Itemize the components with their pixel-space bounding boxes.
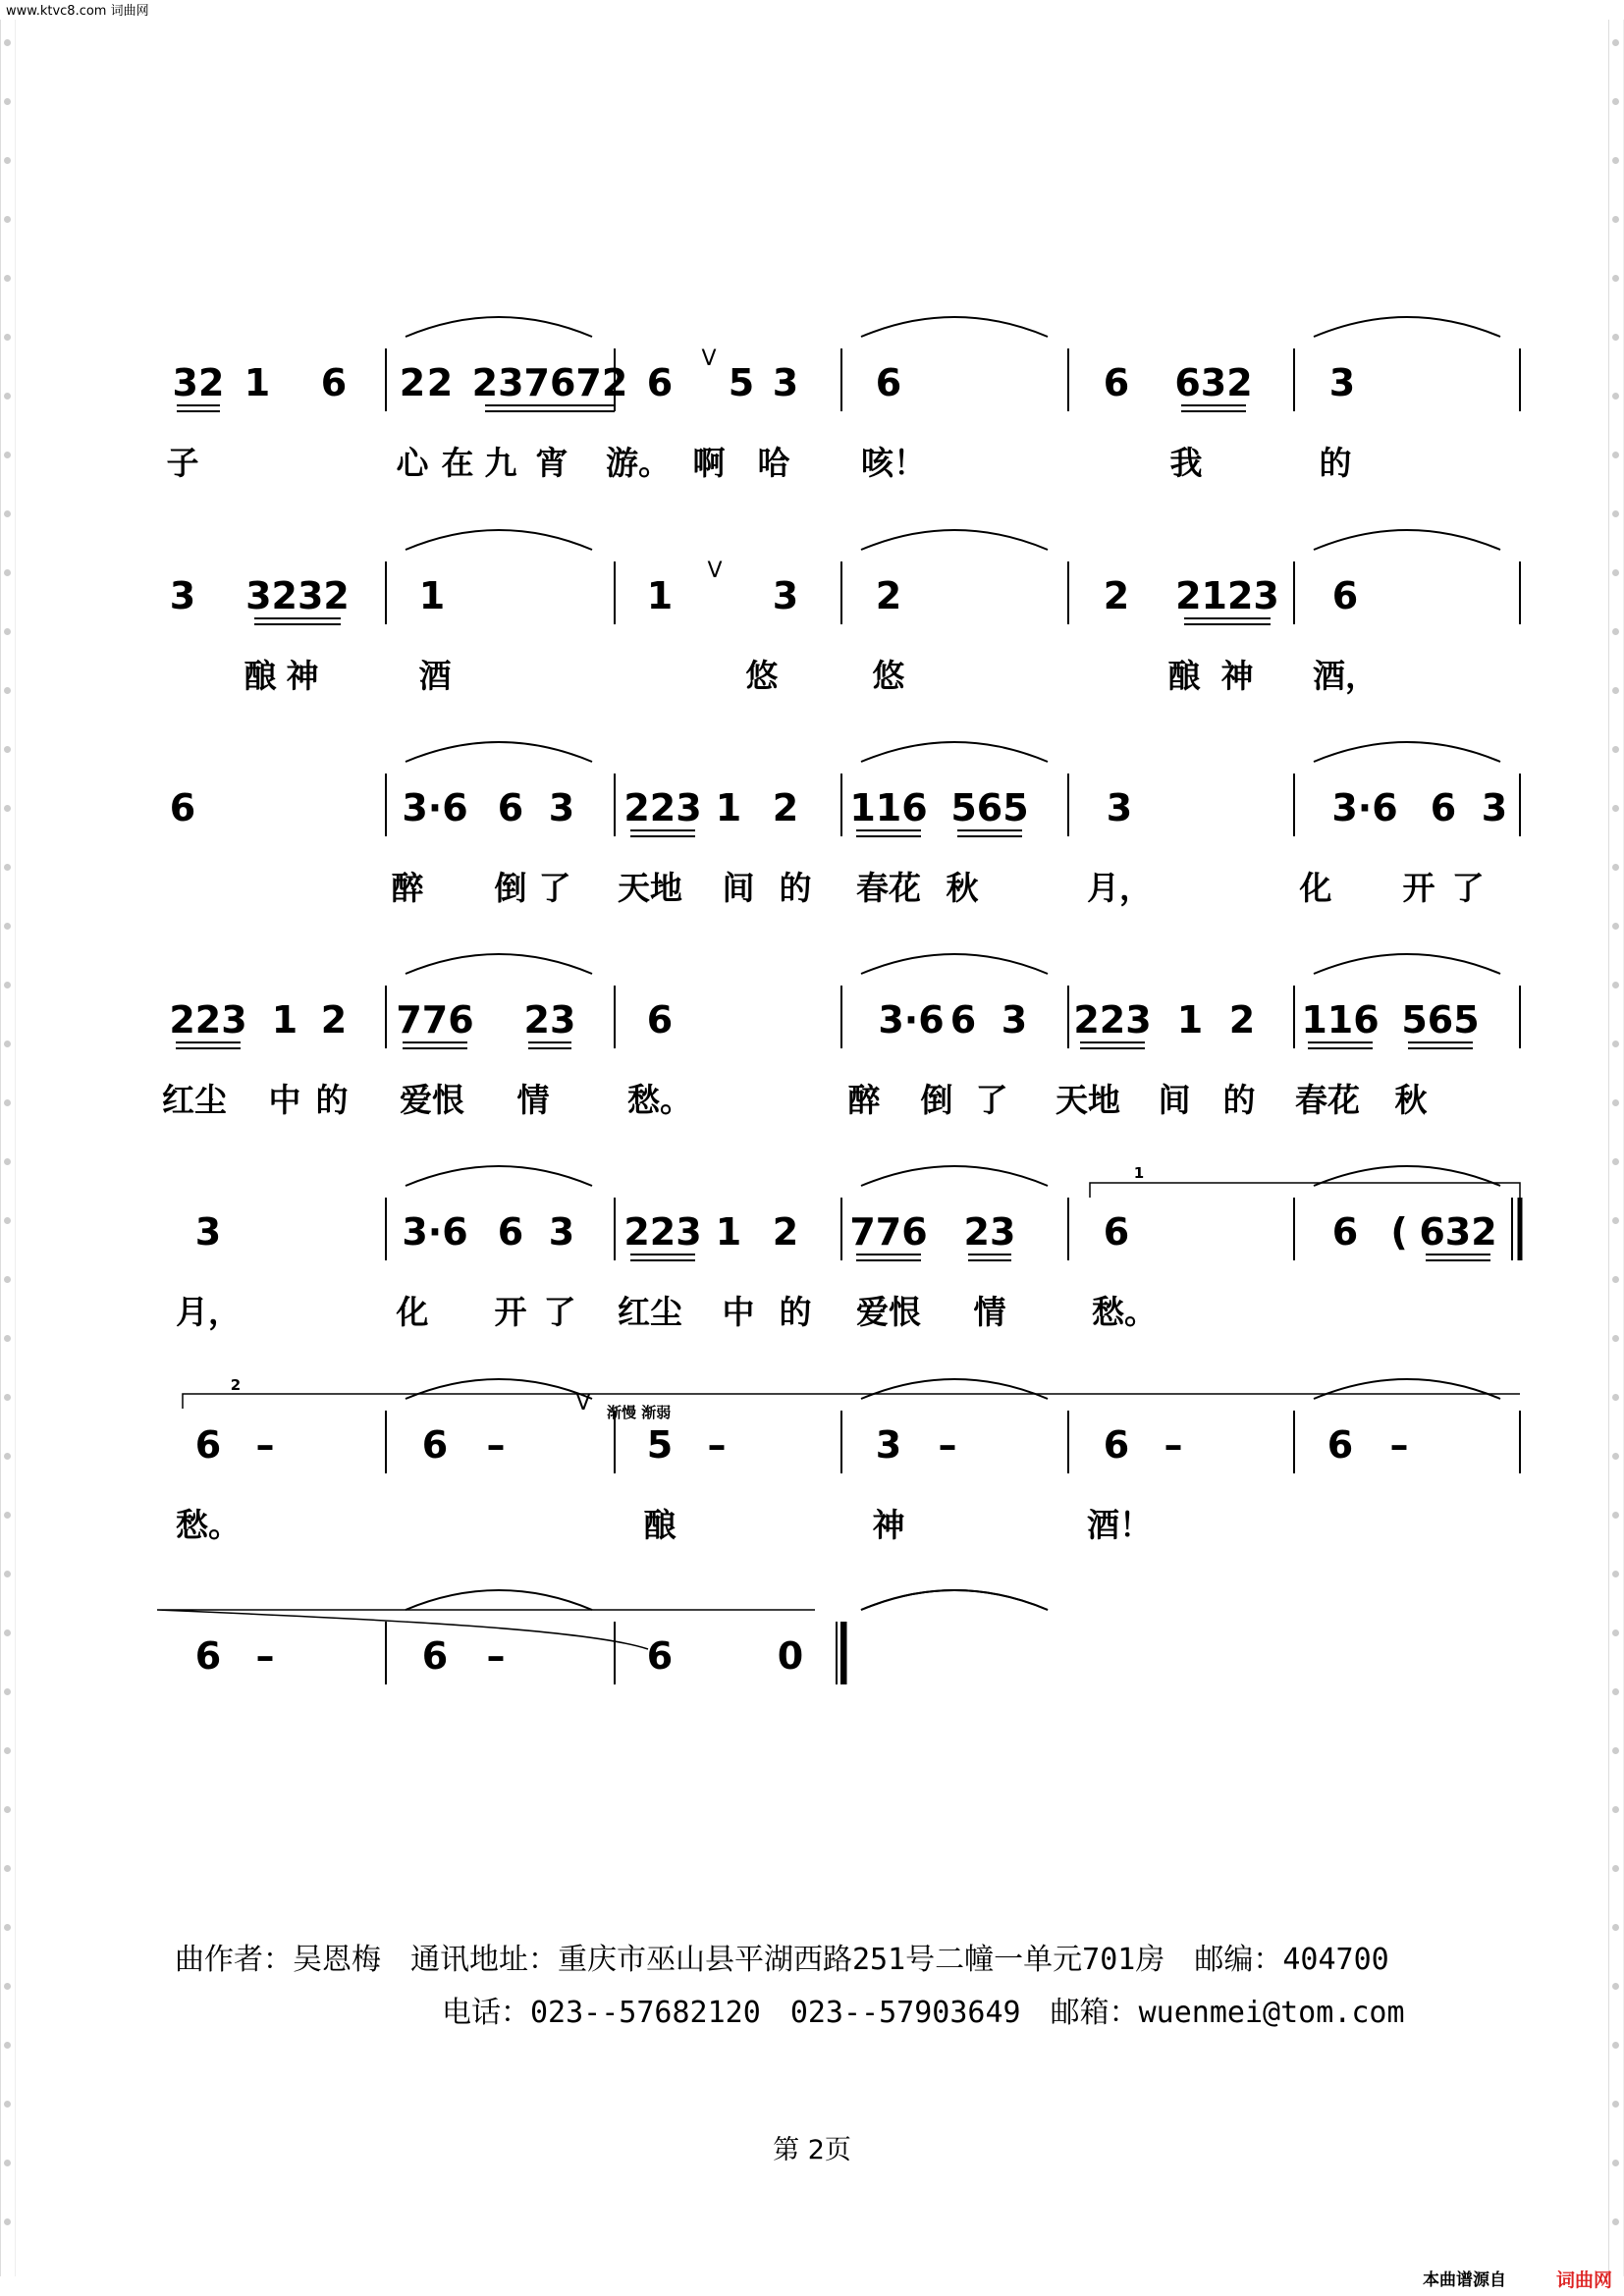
note-number: 6 [421, 1423, 449, 1467]
note-number: 6 [875, 361, 902, 404]
phone-label: 电话： [442, 1996, 530, 2030]
sustain-dash: – [486, 1423, 506, 1467]
lyric-word: 间 [1158, 1081, 1191, 1119]
lyric-word: 咳！ [861, 444, 926, 482]
slur-arc [861, 317, 1048, 337]
lyric-word: 春花 [856, 869, 921, 907]
note-number: 2123 [1175, 574, 1279, 617]
lyric-word: 秋 [946, 869, 979, 907]
note-number: 1 [1176, 998, 1204, 1041]
note-number: 1 [715, 1210, 742, 1254]
note-number: 776 [849, 1210, 928, 1254]
slur-arc [861, 530, 1048, 550]
sustain-dash: – [255, 1423, 275, 1467]
lyric-word: 了 [543, 1293, 576, 1331]
lyric-word: 天地 [1056, 1081, 1120, 1119]
slur-arc [861, 1166, 1048, 1186]
strip-marker [1612, 1806, 1619, 1813]
strip-marker [1612, 2042, 1619, 2049]
slur-arc [406, 1590, 592, 1610]
note-number: 6 [194, 1634, 222, 1678]
lyric-word: 月， [1087, 869, 1152, 907]
breath-mark: V [575, 1391, 591, 1415]
lyric-word: 爱恨 [856, 1293, 921, 1331]
lyric-word: 悠 [745, 657, 779, 695]
note-number: 6 [646, 998, 674, 1041]
note-number: 3 [1328, 361, 1356, 404]
note-number: 3 [548, 1210, 575, 1254]
lyric-word: 了 [538, 869, 571, 907]
note-number: 2 [399, 361, 426, 404]
note-number: 5 [728, 361, 755, 404]
sustain-dash: – [707, 1423, 727, 1467]
tempo-instruction: 渐慢 渐弱 [607, 1404, 672, 1421]
note-number: 1 [271, 998, 298, 1041]
note-number: 6 [646, 1634, 674, 1678]
strip-marker [4, 1924, 11, 1931]
lyric-word: 愁。 [1092, 1293, 1157, 1331]
lyric-word: 酒， [1313, 657, 1378, 695]
note-number: 6 [1430, 786, 1457, 829]
note-number: 3232 [245, 574, 350, 617]
note-number: 3 [772, 574, 799, 617]
strip-marker [1612, 2101, 1619, 2108]
strip-marker [4, 2218, 11, 2225]
lyric-word: 了 [975, 1081, 1008, 1119]
note-number: 6 [1103, 1210, 1130, 1254]
note-number: 2 [772, 786, 799, 829]
note-number: 23 [523, 998, 576, 1041]
strip-marker [4, 1865, 11, 1872]
lyric-word: 红尘 [162, 1081, 227, 1119]
lyric-word: 醉 [847, 1081, 881, 1119]
note-number: 116 [1301, 998, 1380, 1041]
note-number: 2 [1103, 574, 1130, 617]
postcode: 404700 [1282, 1943, 1389, 1977]
slur-arc [1314, 954, 1500, 974]
lyric-word: 爱恨 [400, 1081, 464, 1119]
strip-marker [1612, 1865, 1619, 1872]
note-number: 23 [963, 1210, 1016, 1254]
note-number: 565 [1401, 998, 1480, 1041]
lyric-word: 哈 [757, 444, 790, 482]
email[interactable]: wuenmei@tom.com [1138, 1996, 1405, 2030]
slur-arc [406, 317, 592, 337]
note-number: 3 [548, 786, 575, 829]
strip-marker [1612, 1983, 1619, 1990]
source-note: 本曲谱源自 [1423, 2270, 1506, 2290]
sustain-dash: – [938, 1423, 957, 1467]
slur-arc [406, 530, 592, 550]
note-number: 6 [1331, 574, 1359, 617]
sustain-dash: – [1164, 1423, 1183, 1467]
note-number: 632 [1174, 361, 1253, 404]
note-number: 3 [1001, 998, 1028, 1041]
lyric-word: 秋 [1394, 1081, 1428, 1119]
lyric-word: 酒！ [1087, 1506, 1152, 1544]
lyric-word: 的 [779, 869, 812, 907]
lyric-word: 神 [1220, 657, 1254, 695]
lyric-word: 宵 [535, 444, 568, 482]
lyric-word: 酿 [643, 1506, 677, 1544]
note-number: 2 [320, 998, 348, 1041]
lyric-word: 中 [722, 1293, 755, 1331]
note-number: 3 [1106, 786, 1133, 829]
strip-marker [4, 1806, 11, 1813]
note-number: 565 [950, 786, 1029, 829]
lyric-word: 的 [1319, 444, 1352, 482]
note-number: 3·6 [402, 786, 468, 829]
lyric-word: 醉 [391, 869, 424, 907]
lyric-word: 游。 [606, 444, 671, 482]
note-number: 3 [169, 574, 196, 617]
lyric-word: 开 [494, 1293, 527, 1331]
note-number: 3·6 [1331, 786, 1398, 829]
breath-mark: V [707, 559, 723, 583]
note-number: 2 [1228, 998, 1256, 1041]
note-number: 6 [497, 1210, 524, 1254]
note-number: 1 [418, 574, 446, 617]
note-number: 6 [949, 998, 977, 1041]
lyric-word: 愁。 [627, 1081, 692, 1119]
footer-line-1 [175, 1934, 1405, 1987]
lyric-word: 子 [166, 444, 199, 482]
lyric-word: 神 [872, 1506, 905, 1544]
note-number: 116 [849, 786, 928, 829]
slur-arc [1314, 530, 1500, 550]
lyric-word: 神 [286, 657, 319, 695]
note-number: 776 [396, 998, 474, 1041]
lyric-word: 的 [779, 1293, 812, 1331]
strip-marker [4, 1983, 11, 1990]
note-number: 6 [169, 786, 196, 829]
phone-2: 023--57903649 [789, 1996, 1021, 2030]
note-number: 2 [875, 574, 902, 617]
slur-arc [861, 1590, 1048, 1610]
sustain-dash: – [1389, 1423, 1409, 1467]
slur-arc [861, 1379, 1048, 1399]
note-number: 223 [623, 1210, 702, 1254]
slur-arc [406, 1379, 592, 1399]
page-number: 第 2页 [773, 2135, 851, 2165]
note-number: 32 [172, 361, 225, 404]
volta-bracket-1 [1090, 1183, 1520, 1198]
note-number: 6 [1103, 1423, 1130, 1467]
lyric-word: 天地 [618, 869, 682, 907]
note-number: 223 [1073, 998, 1152, 1041]
lyric-word: 酒 [418, 657, 452, 695]
strip-marker [4, 1747, 11, 1754]
composer-footer [175, 1934, 1405, 2040]
slur-arc [406, 1166, 592, 1186]
note-number: 3 [875, 1423, 902, 1467]
site-url: www.ktvc8.com 词曲网 [6, 4, 149, 19]
repeat-paren: ( [1390, 1210, 1408, 1254]
phone-1: 023--57682120 [530, 1996, 761, 2030]
note-number: 632 [1419, 1210, 1497, 1254]
note-number: 237672 [471, 361, 628, 404]
lyric-word: 的 [1222, 1081, 1256, 1119]
note-number: 6 [320, 361, 348, 404]
lyric-word: 愁。 [176, 1506, 241, 1544]
note-number: 223 [169, 998, 247, 1041]
lyric-word: 情 [973, 1293, 1006, 1331]
address: 重庆市巫山县平湖西路251号二幢一单元701房 [558, 1943, 1165, 1977]
lyric-word: 红尘 [618, 1293, 682, 1331]
source-logo[interactable]: 词曲网 [1555, 2269, 1612, 2291]
note-number: 6 [421, 1634, 449, 1678]
postcode-label: 邮编： [1194, 1943, 1283, 1977]
breath-mark: V [701, 347, 717, 371]
slur-arc [406, 742, 592, 762]
slur-arc [1314, 1379, 1500, 1399]
note-number: 3 [1481, 786, 1508, 829]
lyric-word: 化 [1299, 869, 1332, 907]
note-number: 2 [426, 361, 454, 404]
volta-number: 2 [230, 1376, 242, 1394]
note-number: 6 [1326, 1423, 1354, 1467]
lyric-word: 月， [176, 1293, 241, 1331]
note-number: 5 [646, 1423, 674, 1467]
email-label: 邮箱： [1050, 1996, 1139, 2030]
sustain-dash: – [255, 1634, 275, 1678]
strip-marker [1612, 1924, 1619, 1931]
note-number: 223 [623, 786, 702, 829]
note-number: 1 [715, 786, 742, 829]
lyric-word: 悠 [872, 657, 905, 695]
slur-arc [861, 954, 1048, 974]
note-number: 3·6 [402, 1210, 468, 1254]
lyric-word: 倒 [494, 869, 527, 907]
note-number: 6 [646, 361, 674, 404]
note-number: 0 [777, 1634, 804, 1678]
lyric-word: 开 [1402, 869, 1435, 907]
lyric-word: 心 [396, 444, 429, 482]
note-number: 1 [646, 574, 674, 617]
note-number: 3 [194, 1210, 222, 1254]
lyric-word: 啊 [692, 444, 726, 482]
volta-number: 1 [1133, 1164, 1145, 1182]
strip-marker [4, 2042, 11, 2049]
note-number: 6 [497, 786, 524, 829]
lyric-word: 在 [441, 444, 474, 482]
note-number: 6 [1331, 1210, 1359, 1254]
lyric-word: 倒 [920, 1081, 953, 1119]
slur-arc [1314, 742, 1500, 762]
note-number: 3 [772, 361, 799, 404]
strip-marker [1612, 1747, 1619, 1754]
lyric-word: 的 [315, 1081, 349, 1119]
composer-name: 吴恩梅 [293, 1943, 381, 1977]
lyric-word: 中 [268, 1081, 301, 1119]
note-number: 3·6 [878, 998, 945, 1041]
lyric-word: 间 [722, 869, 755, 907]
lyric-word: 情 [516, 1081, 550, 1119]
lyric-word: 春花 [1295, 1081, 1360, 1119]
note-number: 6 [194, 1423, 222, 1467]
slur-arc [861, 742, 1048, 762]
lyric-word: 九 [484, 444, 517, 482]
note-number: 1 [244, 361, 271, 404]
lyric-word: 化 [396, 1293, 429, 1331]
composer-label: 曲作者： [175, 1943, 293, 1977]
lyric-word: 酿 [1167, 657, 1201, 695]
strip-marker [4, 2101, 11, 2108]
sustain-dash: – [486, 1634, 506, 1678]
slur-arc [406, 954, 592, 974]
note-number: 2 [772, 1210, 799, 1254]
slur-arc [1314, 317, 1500, 337]
footer-line-2 [175, 1987, 1405, 2040]
address-label: 通讯地址： [410, 1943, 558, 1977]
lyric-word: 了 [1451, 869, 1485, 907]
strip-marker [1612, 2218, 1619, 2225]
lyric-word: 酿 [244, 657, 277, 695]
note-number: 6 [1103, 361, 1130, 404]
lyric-word: 我 [1169, 444, 1203, 482]
